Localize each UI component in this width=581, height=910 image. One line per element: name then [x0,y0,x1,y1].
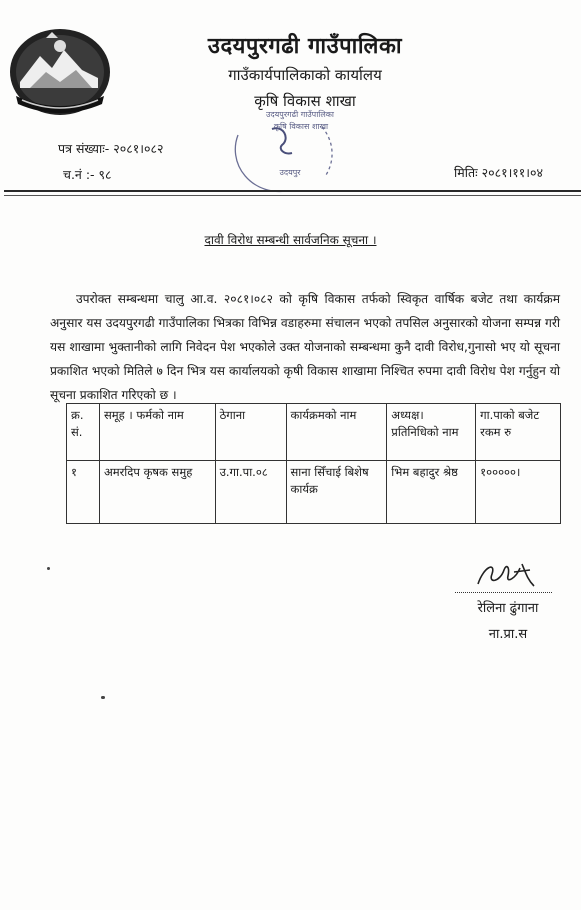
notice-body: उपरोक्त सम्बन्धमा चालु आ.व. २०८१।०८२ को कृषि विकास तर्फको स्विकृत वार्षिक बजेट तथा कार्यक्रम अनुसार यस उदयपुरगढी गाउँपालिका भित्रका विभिन्न वडाहरुमा संचालन भएको तपसिल अनुसारको योजना सम्पन्न गरी यस शाखामा भुक्तानीको लागि निवेदन पेश भएकोले उक्त योजनाको सम्बन्धमा कुनै दावी विरोध,गुनासो भए यो सूचना प्रकाशित भएको मितिले ७ दिन भित्र यस कार्यालयको कृषी विकास शाखामा निश्चित रुपमा दावी विरोध पेश गर्नुहुन यो सूचना प्रकाशित गरिएको छ । [50,292,560,402]
branch-name: कृषि विकास शाखा [254,92,356,110]
letter-date: मितिः २०८१।११।०४ [454,165,544,180]
plan-table [66,403,561,524]
nepal-emblem-logo [6,26,114,118]
table-header-row [67,404,561,461]
office-stamp [226,105,338,193]
header-rule-thin [4,195,581,196]
handwritten-signature [470,556,552,592]
cell-group: अमरदिप कृषक समुह [99,461,215,524]
header-rule [4,190,581,192]
stamp-line-2: कृषि विकास शाखा [273,122,329,131]
col-header-serial: क्र. सं. [67,404,100,461]
col-header-group: समूह । फर्मको नाम [99,404,215,461]
signatory-name: रेलिना ढुंगाना [477,601,539,616]
cell-address: उ.गा.पा.०८ [215,461,286,524]
scan-speck [101,696,105,699]
col-header-budget: गा.पाको बजेट रकम रु [476,404,561,461]
cell-serial: १ [67,461,100,524]
cell-budget: १०००००। [476,461,561,524]
col-header-program: कार्यक्रमको नाम [286,404,387,461]
dispatch-number: च.नं :- ९८ [63,167,112,182]
cell-chairperson: भिम बहादुर श्रेष्ठ [387,461,476,524]
office-name: गाउँकार्यपालिकाको कार्यालय [228,66,382,84]
scan-speck [47,567,50,570]
col-header-chairperson: अध्यक्ष। प्रतिनिधिको नाम [387,404,476,461]
letter-number: पत्र संख्याः- २०८१।०८२ [58,141,164,156]
table-row [67,461,561,524]
stamp-line-1: उदयपुरगढी गाउँपालिका [266,110,334,119]
municipality-title: उदयपुरगढी गाउँपालिका [207,34,403,59]
col-header-address: ठेगाना [215,404,286,461]
signatory-designation: ना.प्रा.स [488,627,528,642]
notice-heading: दावी विरोध सम्बन्धी सार्वजनिक सूचना । [204,233,377,247]
cell-program: साना सिँचाई बिशेष कार्यक्र [286,461,387,524]
stamp-line-3: उदयपुर [279,168,301,177]
